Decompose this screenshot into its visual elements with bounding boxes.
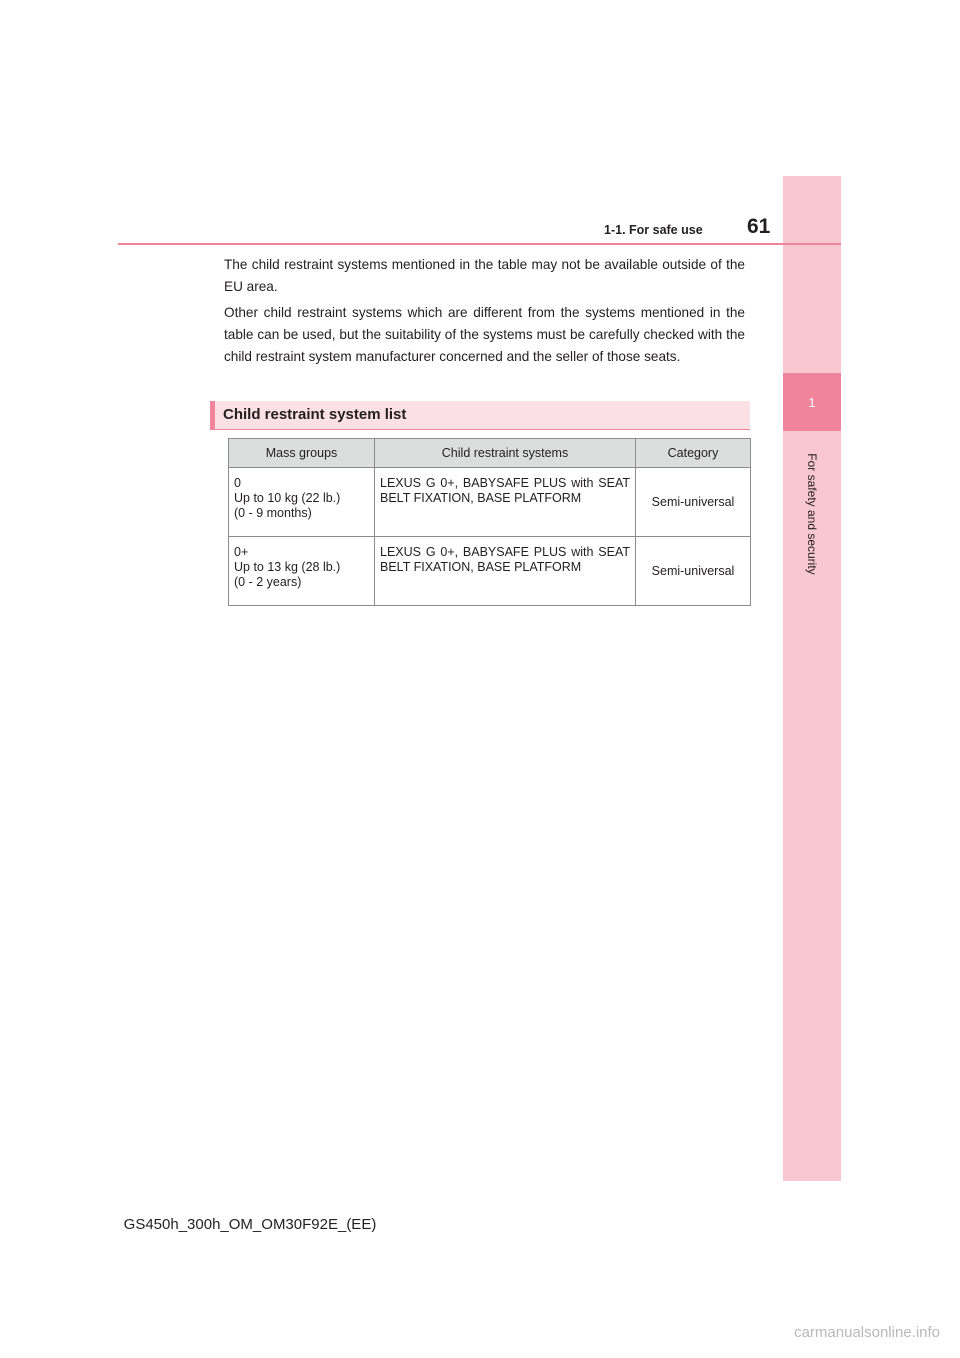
document-id-footer: GS450h_300h_OM_OM30F92E_(EE): [123, 1216, 377, 1233]
subsection-accent-bar: [210, 401, 215, 429]
watermark-link[interactable]: carmanualsonline.info: [794, 1324, 940, 1341]
body-paragraph: Other child restraint systems which are different from the systems mentioned in the table can be used, but the suitability of the systems must be carefully checked with the child restraint system manufacturer concerned and the seller of those seats.: [224, 305, 745, 364]
category-cell: Semi-universal: [636, 537, 751, 606]
chapter-number-tab[interactable]: [783, 373, 841, 431]
table-row: [229, 537, 751, 606]
mass-weight: Up to 13 kg (28 lb.): [234, 560, 341, 574]
mass-age: (0 - 9 months): [234, 506, 312, 520]
column-header-mass-groups: Mass groups: [229, 439, 375, 468]
chapter-side-tab: [783, 176, 841, 1181]
mass-group: 0: [234, 476, 241, 490]
systems-cell: LEXUS G 0+, BABYSAFE PLUS with SEAT BELT FIXATION, BASE PLATFORM: [375, 537, 636, 606]
subsection-heading: [210, 401, 750, 430]
column-header-category: Category: [636, 439, 751, 468]
page-number: 61: [747, 215, 771, 238]
category-cell: Semi-universal: [636, 468, 751, 537]
mass-group-cell: [229, 537, 375, 606]
body-paragraph: The child restraint systems mentioned in the table may not be available outside of the EU area.: [224, 257, 745, 294]
systems-cell: LEXUS G 0+, BABYSAFE PLUS with SEAT BELT FIXATION, BASE PLATFORM: [375, 468, 636, 537]
mass-group-cell: [229, 468, 375, 537]
chapter-title: For safety and security: [805, 453, 819, 575]
mass-group: 0+: [234, 545, 249, 559]
mass-weight: Up to 10 kg (22 lb.): [234, 491, 341, 505]
table-row: [229, 468, 751, 537]
chapter-number: 1: [808, 394, 816, 410]
mass-age: (0 - 2 years): [234, 575, 302, 589]
running-header-section: 1-1. For safe use: [604, 223, 703, 237]
subsection-title: Child restraint system list: [223, 406, 407, 423]
child-restraint-table: [228, 438, 751, 606]
header-divider: [118, 243, 841, 245]
table-header-row: [229, 439, 751, 468]
column-header-systems: Child restraint systems: [375, 439, 636, 468]
